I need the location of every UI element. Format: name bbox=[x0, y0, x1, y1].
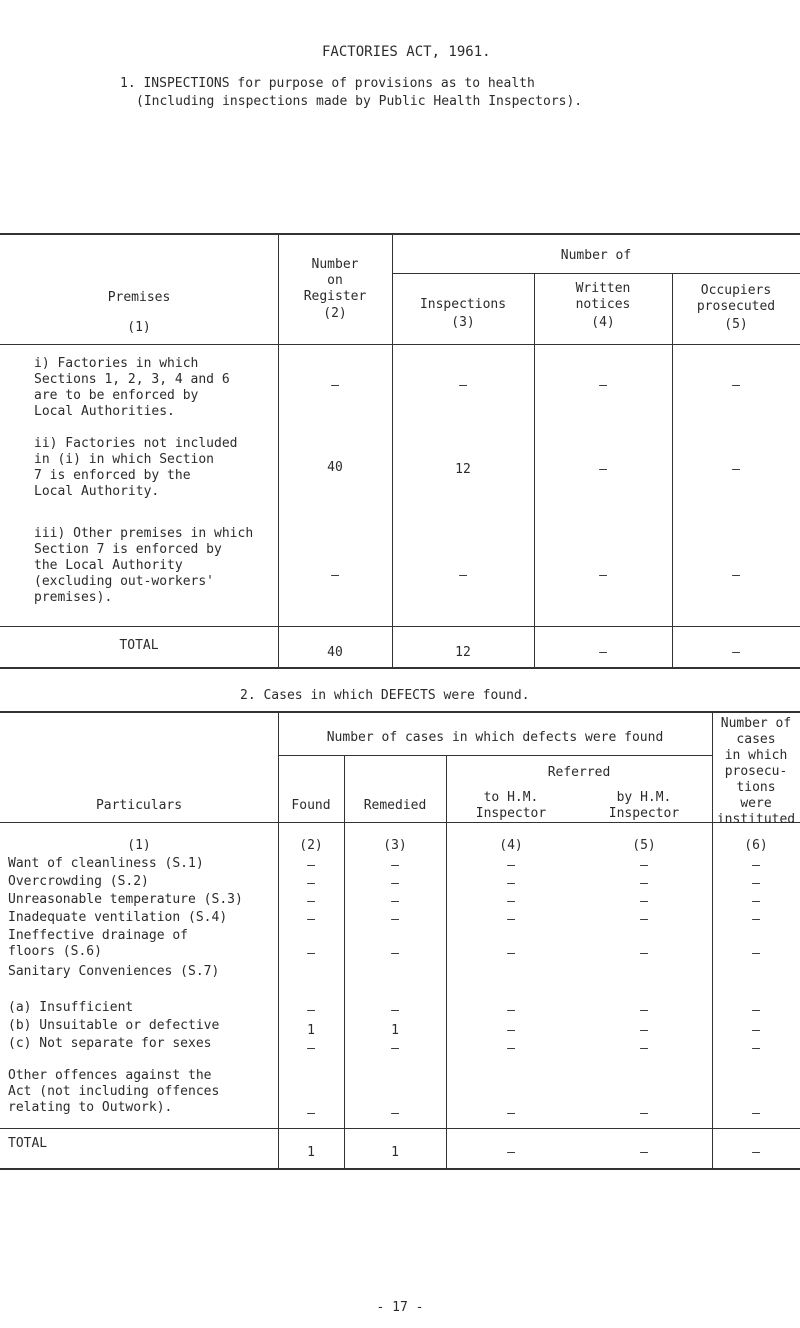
col-header-to-hm-num: (4) bbox=[499, 838, 523, 853]
col-header-premises-num: (1) bbox=[127, 320, 151, 335]
col-header-notices-num: (4) bbox=[591, 315, 615, 330]
table-row-label: Other offences against the Act (not including offences relating to Outwork). bbox=[8, 1068, 220, 1115]
col-header-prosecutions-num: (6) bbox=[744, 838, 768, 853]
col-header-prosecuted-num: (5) bbox=[724, 317, 748, 332]
table-cell-found: – bbox=[307, 1041, 315, 1056]
table-cell-inspections: 12 bbox=[455, 462, 471, 477]
col-header-prosecuted: Occupiers prosecuted bbox=[696, 283, 776, 314]
table-cell-by-hm: – bbox=[640, 1041, 648, 1056]
table-cell-prosecuted: – bbox=[732, 568, 740, 583]
table-row-label: Ineffective drainage of floors (S.6) bbox=[8, 928, 189, 959]
col-header-particulars-num: (1) bbox=[127, 838, 151, 853]
table-cell-found: – bbox=[307, 894, 315, 909]
table-cell-remedied: – bbox=[391, 894, 399, 909]
section1-title-line2: (Including inspections made by Public Health Inspectors). bbox=[136, 94, 583, 109]
total-by-hm: – bbox=[640, 1145, 648, 1160]
table-cell-prosecutions: – bbox=[752, 876, 760, 891]
table-cell-by-hm: – bbox=[640, 946, 648, 961]
col-header-remedied-num: (3) bbox=[383, 838, 407, 853]
col-header-by-hm: by H.M. Inspector bbox=[608, 790, 680, 821]
table-cell-prosecutions: – bbox=[752, 912, 760, 927]
table-cell-to-hm: – bbox=[507, 894, 515, 909]
table-row-label: (b) Unsuitable or defective bbox=[8, 1018, 220, 1033]
total-prosecuted: – bbox=[732, 645, 740, 660]
total-prosecutions: – bbox=[752, 1145, 760, 1160]
total-register: 40 bbox=[327, 645, 343, 660]
total-found: 1 bbox=[307, 1145, 315, 1160]
table-cell-remedied: – bbox=[391, 876, 399, 891]
table-cell-found: – bbox=[307, 912, 315, 927]
table-cell-to-hm: – bbox=[507, 1041, 515, 1056]
table-cell-prosecutions: – bbox=[752, 858, 760, 873]
table-cell-by-hm: – bbox=[640, 1106, 648, 1121]
table-cell-inspections: – bbox=[459, 568, 467, 583]
table-cell-by-hm: – bbox=[640, 858, 648, 873]
table-cell-found: – bbox=[307, 876, 315, 891]
col-group-number-of: Number of bbox=[560, 248, 632, 263]
table-cell-to-hm: – bbox=[507, 858, 515, 873]
col-group-cases: Number of cases in which defects were found bbox=[326, 730, 664, 745]
table-cell-to-hm: – bbox=[507, 912, 515, 927]
section2-title: 2. Cases in which DEFECTS were found. bbox=[240, 688, 530, 703]
table-cell-remedied: – bbox=[391, 912, 399, 927]
table-cell-to-hm: – bbox=[507, 946, 515, 961]
col-header-register: Number on Register bbox=[303, 257, 367, 304]
table-row-label: (c) Not separate for sexes bbox=[8, 1036, 212, 1051]
table-cell-prosecutions: – bbox=[752, 1106, 760, 1121]
col-header-inspections-num: (3) bbox=[451, 315, 475, 330]
col-header-by-hm-num: (5) bbox=[632, 838, 656, 853]
table-cell-by-hm: – bbox=[640, 876, 648, 891]
table-row-label: (a) Insufficient bbox=[8, 1000, 134, 1015]
table-cell-prosecuted: – bbox=[732, 462, 740, 477]
table-row-label: iii) Other premises in which Section 7 is enforced by the Local Authority (excluding out-workers' premises). bbox=[34, 526, 254, 605]
table-cell-found: 1 bbox=[307, 1023, 315, 1038]
col-group-referred: Referred bbox=[547, 765, 611, 780]
table-cell-prosecutions: – bbox=[752, 1041, 760, 1056]
table-cell-inspections: – bbox=[459, 378, 467, 393]
col-header-notices: Written notices bbox=[575, 281, 631, 312]
table-cell-remedied: 1 bbox=[391, 1023, 399, 1038]
table-cell-prosecutions: – bbox=[752, 1003, 760, 1018]
table-cell-register: – bbox=[331, 568, 339, 583]
table-cell-to-hm: – bbox=[507, 1106, 515, 1121]
col-header-found-num: (2) bbox=[299, 838, 323, 853]
col-header-prosecutions: Number of cases in which prosecu- tions were instituted bbox=[716, 716, 796, 827]
total-label: TOTAL bbox=[8, 1136, 48, 1151]
table-row-label: i) Factories in which Sections 1, 2, 3, 4 and 6 are to be enforced by Local Authorities. bbox=[34, 356, 230, 419]
total-remedied: 1 bbox=[391, 1145, 399, 1160]
table-cell-by-hm: – bbox=[640, 894, 648, 909]
col-header-found: Found bbox=[291, 798, 331, 813]
table-row-label: Sanitary Conveniences (S.7) bbox=[8, 964, 220, 979]
table-cell-to-hm: – bbox=[507, 1003, 515, 1018]
table-cell-remedied: – bbox=[391, 1106, 399, 1121]
table-cell-to-hm: – bbox=[507, 876, 515, 891]
col-header-inspections: Inspections bbox=[419, 297, 507, 312]
table-cell-by-hm: – bbox=[640, 912, 648, 927]
table-cell-prosecuted: – bbox=[732, 378, 740, 393]
section1-title-line1: 1. INSPECTIONS for purpose of provisions as to health bbox=[120, 76, 535, 91]
total-inspections: 12 bbox=[455, 645, 471, 660]
col-header-register-num: (2) bbox=[323, 306, 347, 321]
table-cell-remedied: – bbox=[391, 858, 399, 873]
table-cell-remedied: – bbox=[391, 1003, 399, 1018]
table-cell-register: 40 bbox=[327, 460, 343, 475]
table-row-label: Overcrowding (S.2) bbox=[8, 874, 149, 889]
table-row-label: Unreasonable temperature (S.3) bbox=[8, 892, 243, 907]
table-cell-found: – bbox=[307, 1003, 315, 1018]
table-cell-prosecutions: – bbox=[752, 894, 760, 909]
table-cell-found: – bbox=[307, 1106, 315, 1121]
table-cell-by-hm: – bbox=[640, 1003, 648, 1018]
table-cell-found: – bbox=[307, 946, 315, 961]
table-cell-notices: – bbox=[599, 462, 607, 477]
total-to-hm: – bbox=[507, 1145, 515, 1160]
table-cell-prosecutions: – bbox=[752, 1023, 760, 1038]
page-number: - 17 - bbox=[376, 1300, 424, 1315]
page-heading: FACTORIES ACT, 1961. bbox=[322, 44, 491, 60]
table-cell-notices: – bbox=[599, 378, 607, 393]
table-row-label: Want of cleanliness (S.1) bbox=[8, 856, 204, 871]
table-cell-notices: – bbox=[599, 568, 607, 583]
total-label: TOTAL bbox=[119, 638, 159, 653]
table-cell-by-hm: – bbox=[640, 1023, 648, 1038]
table-cell-to-hm: – bbox=[507, 1023, 515, 1038]
col-header-particulars: Particulars bbox=[95, 798, 183, 813]
table-row-label: Inadequate ventilation (S.4) bbox=[8, 910, 228, 925]
col-header-to-hm: to H.M. Inspector bbox=[475, 790, 547, 821]
total-notices: – bbox=[599, 645, 607, 660]
table-cell-found: – bbox=[307, 858, 315, 873]
table-cell-remedied: – bbox=[391, 946, 399, 961]
col-header-remedied: Remedied bbox=[363, 798, 427, 813]
table-row-label: ii) Factories not included in (i) in which Section 7 is enforced by the Local Authority. bbox=[34, 436, 238, 499]
col-header-premises: Premises bbox=[107, 290, 171, 305]
table-cell-remedied: – bbox=[391, 1041, 399, 1056]
table-cell-register: – bbox=[331, 378, 339, 393]
table-cell-prosecutions: – bbox=[752, 946, 760, 961]
